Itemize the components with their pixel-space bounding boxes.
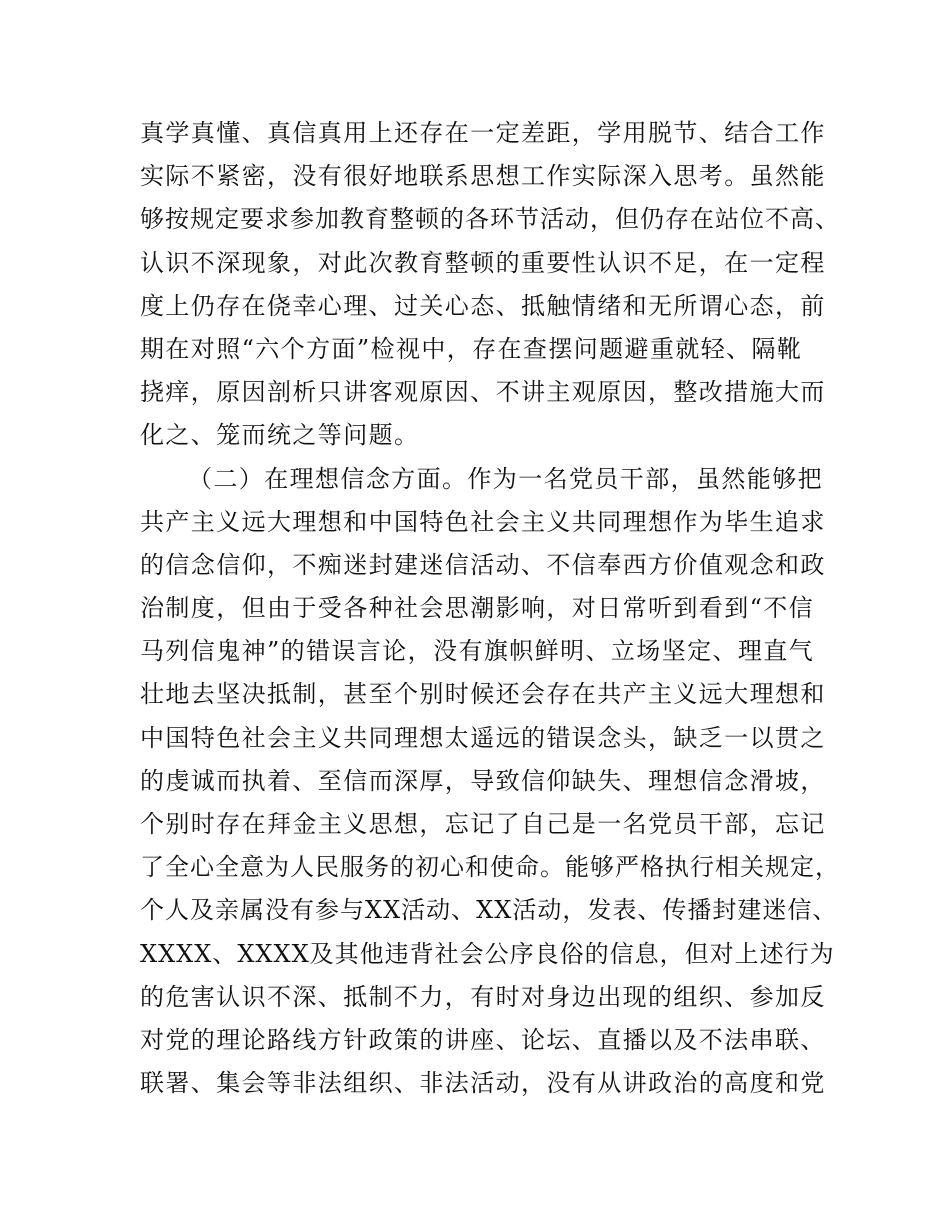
text-line: 个别时存在拜金主义思想，忘记了自己是一名党员干部，忘记 [140, 810, 826, 838]
text-line: 中国特色社会主义共同理想太遥远的错误念头，缺乏一以贯之 [140, 723, 826, 752]
text-line: 挠痒，原因剖析只讲客观原因、不讲主观原因，整改措施大而 [140, 378, 826, 407]
text-line: 的危害认识不深、抵制不力，有时对身边出现的组织、参加反 [140, 982, 826, 1011]
text-line: 马列信鬼神”的错误言论，没有旗帜鲜明、立场坚定、理直气 [140, 637, 815, 666]
text-line: 认识不深现象，对此次教育整顿的重要性认识不足，在一定程 [140, 248, 826, 277]
text-line: （二）在理想信念方面。作为一名党员干部，虽然能够把 [188, 464, 823, 493]
text-line: 实际不紧密，没有很好地联系思想工作实际深入思考。虽然能 [140, 162, 826, 191]
text-line: 对党的理论路线方针政策的讲座、论坛、直播以及不法串联、 [140, 1025, 826, 1054]
text-line: 壮地去坚决抵制，甚至个别时候还会存在共产主义远大理想和 [140, 680, 826, 709]
text-line: 化之、笼而统之等问题。 [140, 421, 420, 450]
body-text [140, 112, 840, 1105]
text-line: 期在对照“六个方面”检视中，存在查摆问题避重就轻、隔靴 [140, 334, 803, 363]
text-line: 真学真懂、真信真用上还存在一定差距，学用脱节、结合工作 [140, 119, 826, 147]
text-line: 的信念信仰，不痴迷封建迷信活动、不信奉西方价值观念和政 [140, 550, 826, 579]
text-line: 个人及亲属没有参与XX活动、XX活动，发表、传播封建迷信、 [140, 896, 838, 925]
text-line: 的虔诚而执着、至信而深厚，导致信仰缺失、理想信念滑坡， [140, 766, 826, 795]
text-line: 度上仍存在侥幸心理、过关心态、抵触情绪和无所谓心态，前 [140, 291, 826, 320]
text-line: XXXX、XXXX及其他违背社会公序良俗的信息，但对上述行为 [140, 939, 835, 968]
text-line: 够按规定要求参加教育整顿的各环节活动，但仍存在站位不高、 [140, 205, 840, 234]
text-line: 共产主义远大理想和中国特色社会主义共同理想作为毕生追求 [140, 507, 826, 536]
text-line: 联署、集会等非法组织、非法活动，没有从讲政治的高度和党 [140, 1069, 826, 1098]
text-line: 了全心全意为人民服务的初心和使命。能够严格执行相关规定， [140, 853, 840, 882]
text-line: 治制度，但由于受各种社会思潮影响，对日常听到看到“不信 [140, 594, 815, 623]
